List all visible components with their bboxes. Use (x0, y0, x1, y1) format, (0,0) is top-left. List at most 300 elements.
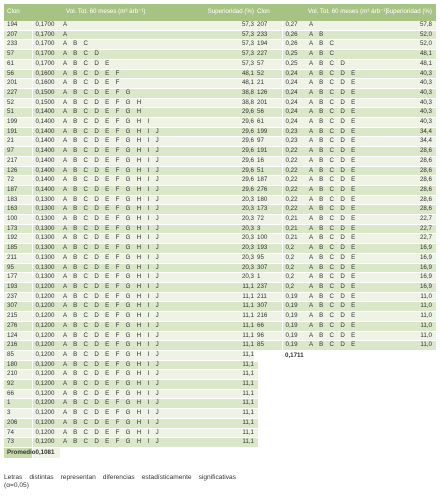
clone-cell: 97 (4, 147, 32, 157)
clone-cell: 66 (4, 389, 32, 399)
clone-cell: 3 (4, 409, 32, 419)
superiority-cell: 11,1 (189, 428, 258, 438)
clone-cell: 126 (254, 88, 282, 98)
table-row (4, 282, 258, 292)
superiority-cell: 29,6 (189, 108, 258, 118)
table-row (254, 253, 436, 263)
superiority-cell: 20,3 (189, 224, 258, 234)
superiority-cell: 57,3 (189, 21, 258, 30)
letters-cell: A B C D E F (60, 69, 189, 79)
letters-cell: A B C D E (306, 341, 370, 351)
volume-cell: 0,1200 (32, 438, 60, 448)
clone-cell: 237 (254, 282, 282, 292)
clone-cell: 74 (4, 428, 32, 438)
letters-cell: A B C D E (306, 69, 370, 79)
superiority-cell: 16,9 (370, 263, 436, 273)
clone-cell: 183 (4, 195, 32, 205)
average-row (4, 447, 258, 458)
clone-cell: 227 (254, 50, 282, 60)
superiority-cell: 34,4 (370, 137, 436, 147)
table-row (254, 224, 436, 234)
letters-cell: A B C D E (306, 88, 370, 98)
superiority-cell: 22,7 (370, 215, 436, 225)
superiority-cell: 40,3 (370, 69, 436, 79)
table-row (254, 215, 436, 225)
volume-cell: 0,27 (282, 21, 306, 30)
superiority-cell: 11,0 (370, 312, 436, 322)
letters-cell: A (60, 30, 189, 40)
volume-cell: 0,1400 (32, 118, 60, 128)
table-row (254, 98, 436, 108)
right-table-body (254, 21, 436, 361)
table-row (4, 273, 258, 283)
clone-cell: 173 (4, 224, 32, 234)
superiority-cell: 11,0 (370, 341, 436, 351)
clone-cell: 206 (4, 418, 32, 428)
average-spacer (370, 350, 436, 361)
table-row (4, 215, 258, 225)
volume-cell: 0,22 (282, 176, 306, 186)
superiority-cell: 29,6 (189, 185, 258, 195)
table-row (4, 234, 258, 244)
table-row (4, 185, 258, 195)
superiority-cell: 11,1 (189, 331, 258, 341)
letters-cell: A B C D E F G H I J (60, 282, 189, 292)
letters-cell: A B C D E F G H I (60, 118, 189, 128)
table-row (4, 98, 258, 108)
table-row (4, 30, 258, 40)
superiority-cell: 11,0 (370, 302, 436, 312)
volume-cell: 0,1700 (32, 21, 60, 30)
header-clon: Clon (254, 4, 282, 21)
superiority-cell: 29,6 (189, 166, 258, 176)
superiority-cell: 29,6 (189, 137, 258, 147)
volume-cell: 0,25 (282, 59, 306, 69)
volume-cell: 0,21 (282, 234, 306, 244)
volume-cell: 0,24 (282, 108, 306, 118)
superiority-cell: 57,8 (370, 21, 436, 30)
clone-cell: 61 (4, 59, 32, 69)
clone-cell: 193 (4, 282, 32, 292)
letters-cell: A B C D E (60, 59, 189, 69)
table-row (4, 389, 258, 399)
volume-cell: 0,1700 (32, 30, 60, 40)
volume-cell: 0,25 (282, 50, 306, 60)
volume-cell: 0,1200 (32, 409, 60, 419)
superiority-cell: 29,6 (189, 176, 258, 186)
letters-cell: A B C D E (306, 108, 370, 118)
clone-cell: 56 (4, 69, 32, 79)
table-row (254, 88, 436, 98)
volume-cell: 0,1400 (32, 108, 60, 118)
superiority-cell: 40,3 (370, 118, 436, 128)
table-row (4, 409, 258, 419)
superiority-cell: 11,1 (189, 389, 258, 399)
table-row (254, 205, 436, 215)
superiority-cell: 57,3 (189, 50, 258, 60)
volume-cell: 0,24 (282, 98, 306, 108)
average-value: 0,1711 (282, 350, 306, 361)
letters-cell: A B C D E (306, 205, 370, 215)
superiority-cell: 20,3 (189, 273, 258, 283)
table-row (4, 147, 258, 157)
volume-cell: 0,22 (282, 147, 306, 157)
clone-cell: 1 (4, 399, 32, 409)
volume-cell: 0,1700 (32, 59, 60, 69)
table-row (4, 360, 258, 370)
superiority-cell: 29,6 (189, 118, 258, 128)
table-row (254, 195, 436, 205)
table-row (254, 108, 436, 118)
clone-cell: 72 (254, 215, 282, 225)
letters-cell: A B C D E (306, 282, 370, 292)
clone-cell: 51 (254, 166, 282, 176)
superiority-cell: 20,3 (189, 215, 258, 225)
clone-cell: 185 (4, 244, 32, 254)
letters-cell: A B C D E F G H I J (60, 215, 189, 225)
superiority-cell: 38,8 (189, 98, 258, 108)
letters-cell: A (60, 21, 189, 30)
superiority-cell: 20,3 (189, 263, 258, 273)
table-row (4, 370, 258, 380)
clone-cell: 194 (4, 21, 32, 30)
letters-cell: A B C D E F G H I J (60, 409, 189, 419)
superiority-cell: 22,7 (370, 224, 436, 234)
superiority-cell: 40,3 (370, 98, 436, 108)
volume-cell: 0,1700 (32, 40, 60, 50)
table-row (254, 273, 436, 283)
left-table-body (4, 21, 258, 458)
clone-cell: 211 (4, 253, 32, 263)
superiority-cell: 29,6 (189, 156, 258, 166)
letters-cell: A (306, 21, 370, 30)
clone-cell: 57 (4, 50, 32, 60)
letters-cell: A B C D E F G (60, 88, 189, 98)
letters-cell: A B C D E F G H I J (60, 205, 189, 215)
superiority-cell: 57,3 (189, 30, 258, 40)
volume-cell: 0,26 (282, 30, 306, 40)
superiority-cell: 40,3 (370, 79, 436, 89)
volume-cell: 0,19 (282, 331, 306, 341)
table-row (4, 350, 258, 360)
volume-cell: 0,1200 (32, 360, 60, 370)
superiority-cell: 11,0 (370, 292, 436, 302)
table-row (254, 69, 436, 79)
superiority-cell: 11,1 (189, 282, 258, 292)
letters-cell: A B C D E F G H I J (60, 195, 189, 205)
letters-cell: A B C D E F G H I J (60, 321, 189, 331)
letters-cell: A B C D E F G H I J (60, 166, 189, 176)
letters-cell: A B C D E F G H I J (60, 273, 189, 283)
clone-cell: 201 (4, 79, 32, 89)
table-row (254, 312, 436, 322)
volume-cell: 0,26 (282, 40, 306, 50)
clone-cell: 193 (254, 244, 282, 254)
table-row (4, 118, 258, 128)
table-row (254, 244, 436, 254)
clone-cell: 21 (4, 137, 32, 147)
volume-cell: 0,1500 (32, 88, 60, 98)
table-row (254, 292, 436, 302)
clone-cell: 180 (254, 195, 282, 205)
volume-cell: 0,1200 (32, 321, 60, 331)
volume-cell: 0,22 (282, 166, 306, 176)
volume-cell: 0,1300 (32, 253, 60, 263)
table-row (4, 59, 258, 69)
volume-cell: 0,24 (282, 88, 306, 98)
letters-cell: A B C D E (306, 253, 370, 263)
table-row (254, 79, 436, 89)
table-row (4, 244, 258, 254)
letters-cell: A B C D E (306, 79, 370, 89)
table-row (4, 166, 258, 176)
clone-cell: 192 (4, 234, 32, 244)
letters-cell: A B C D E (306, 321, 370, 331)
letters-cell: A B C D E F G H I J (60, 380, 189, 390)
clone-cell: 191 (254, 147, 282, 157)
superiority-cell: 16,9 (370, 273, 436, 283)
letters-cell: A B C D E (306, 234, 370, 244)
letters-cell: A B C D E F G H I J (60, 399, 189, 409)
volume-cell: 0,1200 (32, 389, 60, 399)
table-row (254, 331, 436, 341)
volume-cell: 0,1600 (32, 79, 60, 89)
volume-cell: 0,1300 (32, 215, 60, 225)
superiority-cell: 48,1 (370, 59, 436, 69)
letters-cell: A B C D E (306, 263, 370, 273)
volume-cell: 0,1200 (32, 350, 60, 360)
average-spacer (189, 447, 258, 458)
table-row (4, 428, 258, 438)
volume-cell: 0,1200 (32, 370, 60, 380)
letters-cell: A B C D E F G H I J (60, 302, 189, 312)
table-row (254, 302, 436, 312)
volume-cell: 0,2 (282, 253, 306, 263)
superiority-cell: 52,0 (370, 40, 436, 50)
table-row (4, 108, 258, 118)
table-row (4, 40, 258, 50)
volume-cell: 0,21 (282, 224, 306, 234)
superiority-cell: 28,6 (370, 195, 436, 205)
table-row (4, 79, 258, 89)
letters-cell: A B C D E F G H I J (60, 350, 189, 360)
clone-cell: 73 (4, 438, 32, 448)
volume-cell: 0,22 (282, 156, 306, 166)
clone-cell: 216 (4, 341, 32, 351)
superiority-cell: 11,1 (189, 350, 258, 360)
clone-cell: 1 (254, 273, 282, 283)
clone-cell: 233 (4, 40, 32, 50)
superiority-cell: 28,6 (370, 147, 436, 157)
letters-cell: A B C D E F G H I J (60, 312, 189, 322)
volume-cell: 0,1400 (32, 166, 60, 176)
clone-cell: 52 (4, 98, 32, 108)
clone-cell: 177 (4, 273, 32, 283)
table-row (254, 40, 436, 50)
superiority-cell: 11,1 (189, 321, 258, 331)
letters-cell: A B C (306, 40, 370, 50)
volume-cell: 0,1300 (32, 273, 60, 283)
clone-cell: 124 (4, 331, 32, 341)
clone-cell: 180 (4, 360, 32, 370)
superiority-cell: 52,0 (370, 30, 436, 40)
average-label: Promedio (4, 447, 32, 458)
letters-cell: A B C D E F G H I J (60, 224, 189, 234)
clone-cell: 276 (4, 321, 32, 331)
clone-cell: 61 (254, 118, 282, 128)
volume-cell: 0,23 (282, 127, 306, 137)
letters-cell: A B C D E F G H I J (60, 370, 189, 380)
clone-cell: 100 (254, 234, 282, 244)
volume-cell: 0,19 (282, 292, 306, 302)
clone-cell: 207 (254, 21, 282, 30)
clone-cell: 173 (254, 205, 282, 215)
volume-cell: 0,22 (282, 205, 306, 215)
superiority-cell: 11,1 (189, 302, 258, 312)
clone-cell: 187 (254, 176, 282, 186)
volume-cell: 0,1400 (32, 156, 60, 166)
volume-cell: 0,1200 (32, 399, 60, 409)
superiority-cell: 11,1 (189, 380, 258, 390)
volume-cell: 0,1300 (32, 195, 60, 205)
letters-cell: A B C D E (306, 215, 370, 225)
table-row (4, 195, 258, 205)
letters-cell: A B C D (60, 50, 189, 60)
letters-cell: A B C D E (306, 292, 370, 302)
volume-cell: 0,23 (282, 137, 306, 147)
letters-cell: A B (306, 30, 370, 40)
table-row (254, 263, 436, 273)
letters-cell: A B C D E F G H I J (60, 292, 189, 302)
volume-cell: 0,1300 (32, 234, 60, 244)
volume-cell: 0,21 (282, 215, 306, 225)
letters-cell: A B C (60, 40, 189, 50)
volume-cell: 0,22 (282, 195, 306, 205)
table-row (4, 292, 258, 302)
volume-cell: 0,22 (282, 185, 306, 195)
superiority-cell: 11,0 (370, 331, 436, 341)
table-row (254, 282, 436, 292)
table-row (4, 418, 258, 428)
letters-cell: A B C D E F G H I J (60, 147, 189, 157)
volume-cell: 0,1200 (32, 302, 60, 312)
volume-cell: 0,2 (282, 282, 306, 292)
table-row (254, 234, 436, 244)
volume-cell: 0,1300 (32, 263, 60, 273)
table-row (4, 312, 258, 322)
clone-cell: 57 (254, 59, 282, 69)
letters-cell: A B C D E F G H I J (60, 176, 189, 186)
letters-cell: A B C D E F G H I J (60, 331, 189, 341)
letters-cell: A B C D E F G H I J (60, 263, 189, 273)
clone-cell: 126 (4, 166, 32, 176)
clone-cell: 276 (254, 185, 282, 195)
volume-cell: 0,2 (282, 263, 306, 273)
table-row (4, 156, 258, 166)
table-row (4, 321, 258, 331)
superiority-cell: 28,6 (370, 176, 436, 186)
table-row (254, 321, 436, 331)
letters-cell: A B C D E F G H I J (60, 185, 189, 195)
volume-cell: 0,1400 (32, 147, 60, 157)
clone-cell: 72 (4, 176, 32, 186)
letters-cell: A B C D E F G H I J (60, 438, 189, 448)
superiority-cell: 20,3 (189, 205, 258, 215)
table-row (4, 21, 258, 30)
superiority-cell: 11,1 (189, 360, 258, 370)
letters-cell: A B C D E (306, 166, 370, 176)
clone-cell: 215 (4, 312, 32, 322)
volume-cell: 0,1200 (32, 331, 60, 341)
clone-cell: 307 (4, 302, 32, 312)
right-table-header (254, 4, 436, 21)
superiority-cell: 11,1 (189, 438, 258, 448)
table-row (4, 302, 258, 312)
average-spacer (254, 350, 282, 361)
volume-cell: 0,19 (282, 302, 306, 312)
letters-cell: A B C D E F G H I J (60, 137, 189, 147)
table-row (4, 380, 258, 390)
table-row (254, 137, 436, 147)
letters-cell: A B C D E (306, 98, 370, 108)
table-row (254, 21, 436, 30)
superiority-cell: 40,3 (370, 108, 436, 118)
table-row (254, 118, 436, 128)
letters-cell: A B C D E (306, 195, 370, 205)
letters-cell: A B C D E F G H I J (60, 244, 189, 254)
superiority-cell: 11,1 (189, 418, 258, 428)
volume-cell: 0,1200 (32, 282, 60, 292)
letters-cell: A B C D E F G H (60, 98, 189, 108)
volume-cell: 0,1200 (32, 312, 60, 322)
volume-cell: 0,1200 (32, 380, 60, 390)
superiority-cell: 57,3 (189, 59, 258, 69)
table-row (254, 59, 436, 69)
table-row (254, 147, 436, 157)
letters-cell: A B C D E (306, 224, 370, 234)
table-row (4, 88, 258, 98)
clone-cell: 163 (4, 205, 32, 215)
volume-cell: 0,1300 (32, 205, 60, 215)
volume-cell: 0,19 (282, 321, 306, 331)
superiority-cell: 16,9 (370, 244, 436, 254)
superiority-cell: 29,6 (189, 147, 258, 157)
table-row (254, 50, 436, 60)
superiority-cell: 11,0 (370, 321, 436, 331)
letters-cell: A B C D E (306, 147, 370, 157)
table-row (254, 341, 436, 351)
letters-cell: A B C D E F G H I J (60, 127, 189, 137)
volume-cell: 0,1400 (32, 127, 60, 137)
superiority-cell: 20,3 (189, 195, 258, 205)
table-row (254, 156, 436, 166)
clone-cell: 187 (4, 185, 32, 195)
table-row (4, 205, 258, 215)
header-superiority: Superioridad (%) (370, 4, 436, 21)
letters-cell: A B C (306, 50, 370, 60)
clone-cell: 227 (4, 88, 32, 98)
clone-cell: 237 (4, 292, 32, 302)
table-row (254, 166, 436, 176)
clone-cell: 199 (254, 127, 282, 137)
letters-cell: A B C D E (306, 118, 370, 128)
letters-cell: A B C D E (306, 185, 370, 195)
clone-cell: 66 (254, 321, 282, 331)
clone-cell: 233 (254, 30, 282, 40)
volume-cell: 0,1300 (32, 224, 60, 234)
superiority-cell: 28,6 (370, 185, 436, 195)
letters-cell: A B C D E (306, 302, 370, 312)
